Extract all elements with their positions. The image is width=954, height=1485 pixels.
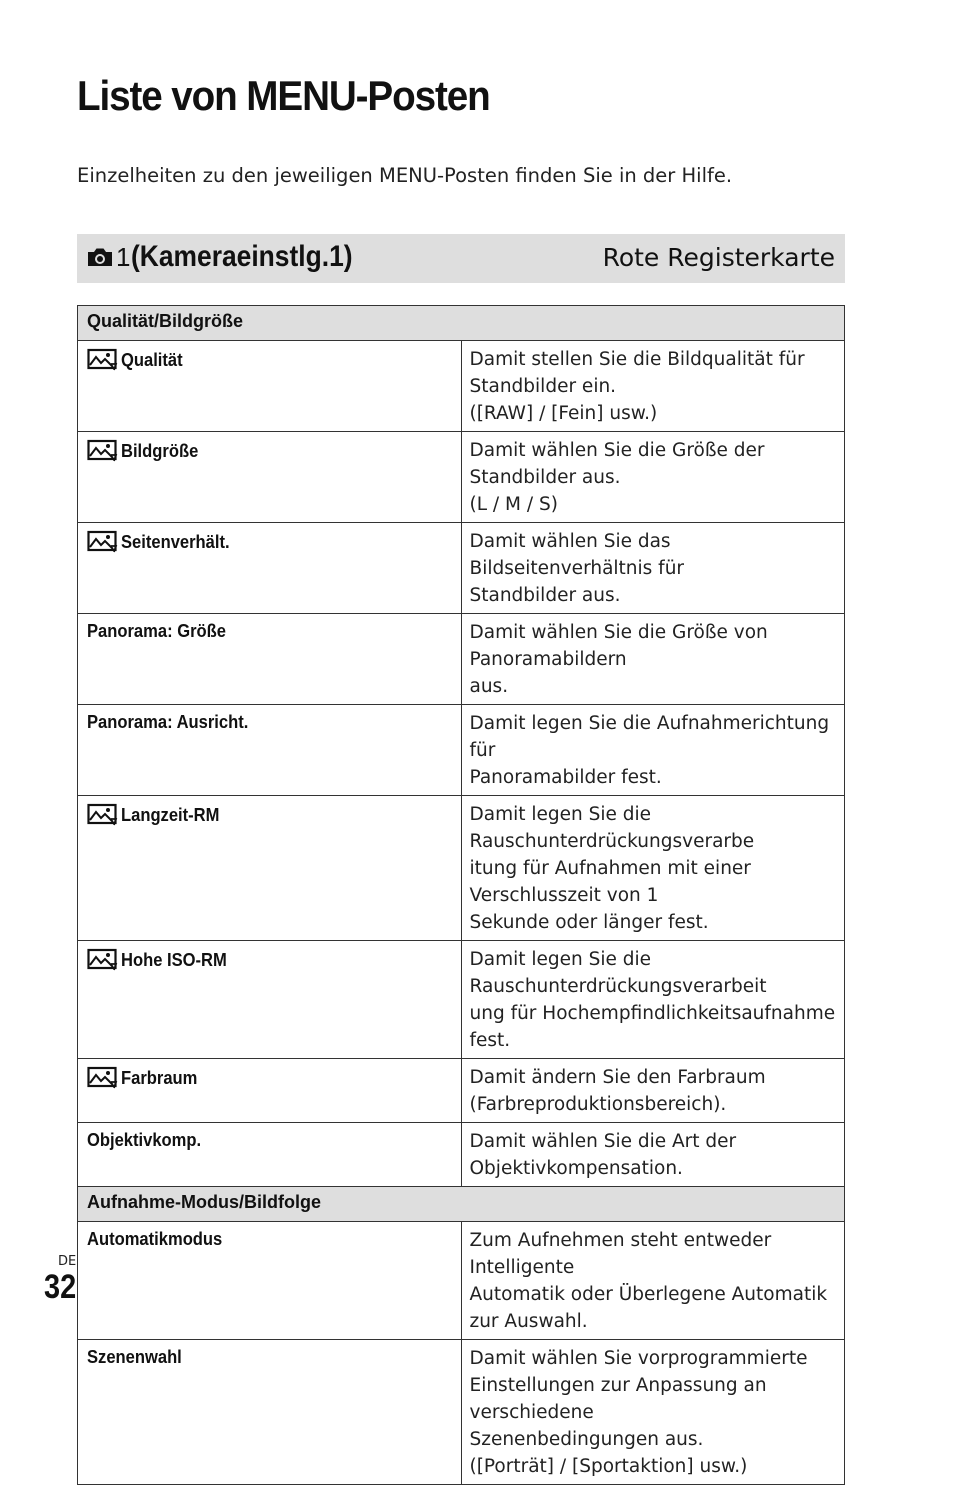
intro-text: Einzelheiten zu den jeweiligen MENU-Posten finden Sie in der Hilfe. [77,164,733,187]
menu-item-label [87,712,262,733]
description-line: Damit wählen Sie das Bildseitenverhältnis für [469,531,685,579]
menu-item-name [78,1340,462,1485]
description-line: Sekunde oder länger fest. [469,912,709,933]
menu-item-text: Seitenverhält. [121,531,230,552]
menu-item-text: Objektivkomp. [87,1130,202,1150]
menu-item-label [87,1066,204,1090]
description-line: Damit wählen Sie die Größe von Panoramabildern [469,622,768,670]
description-line: ([RAW] / [Fein] usw.) [469,403,658,424]
menu-item-description [461,1123,845,1187]
menu-item-name [78,432,462,523]
description-line: Automatik oder Überlegene Automatik zur Auswahl. [469,1284,828,1332]
description-line: aus. [469,676,509,697]
menu-item-name [78,705,462,796]
description-line: itung für Aufnahmen mit einer Verschlusszeit von 1 [469,858,751,906]
description-line: Damit legen Sie die Rauschunterdrückungsverarbeit [469,949,767,997]
description-line: Panoramabilder fest. [469,767,662,788]
menu-item-name [78,941,462,1059]
menu-item-text: Panorama: Größe [87,621,226,641]
still-image-icon [87,803,118,827]
menu-item-description [461,523,845,614]
menu-item-description [461,796,845,941]
menu-item-label [87,1229,234,1250]
group-title: Aufnahme-Modus/Bildfolge [78,1187,845,1222]
still-image-icon [87,1066,118,1090]
menu-item-description [461,341,845,432]
menu-item-description [461,705,845,796]
menu-item-label [87,1347,190,1368]
menu-item-name [78,523,462,614]
still-image-icon [87,439,118,463]
group-title: Qualität/Bildgröße [78,306,845,341]
menu-item-name [78,1222,462,1340]
menu-item-text: Qualität [121,349,183,370]
group-row [78,306,845,341]
menu-item-description [461,941,845,1059]
still-image-icon [87,348,118,372]
description-line: Standbilder aus. [469,585,621,606]
menu-table [77,305,845,1485]
description-line: Damit legen Sie die Rauschunterdrückungsverarbe [469,804,755,852]
description-line: Zum Aufnehmen steht entweder Intelligente [469,1230,772,1278]
table-row [78,341,845,432]
table-row [78,1059,845,1123]
description-line: Damit ändern Sie den Farbraum [469,1067,766,1088]
table-row [78,614,845,705]
table-row [78,1123,845,1187]
menu-item-description [461,432,845,523]
table-row [78,941,845,1059]
section-name: (Kameraeinstlg.1) [131,240,354,273]
menu-item-text: Langzeit-RM [121,804,220,825]
section-number: 1 [116,241,131,272]
table-row [78,1340,845,1485]
menu-item-description [461,1340,845,1485]
description-line: Szenenbedingungen aus. [469,1429,704,1450]
description-line: (Farbreproduktionsbereich). [469,1094,727,1115]
table-row [78,523,845,614]
description-line: (L / M / S) [469,494,558,515]
menu-item-label [87,439,205,463]
menu-item-label [87,1130,211,1151]
table-row [78,1222,845,1340]
description-line: ([Porträt] / [Sportaktion] usw.) [469,1456,748,1477]
menu-item-name [78,341,462,432]
menu-item-text: Panorama: Ausricht. [87,712,249,732]
menu-item-name [78,1123,462,1187]
menu-item-text: Bildgröße [121,440,199,461]
section-title [86,240,383,274]
menu-item-description [461,1222,845,1340]
menu-item-name [78,796,462,941]
menu-item-name [78,614,462,705]
still-image-icon [87,948,118,972]
description-line: ung für Hochempfindlichkeitsaufnahme fest. [469,1003,836,1051]
menu-item-label [87,348,188,372]
description-line: Damit legen Sie die Aufnahmerichtung für [469,713,830,761]
menu-item-text: Szenenwahl [87,1347,182,1367]
description-line: Damit wählen Sie vorprogrammierte [469,1348,808,1369]
description-line: Damit wählen Sie die Art der Objektivkompensation. [469,1131,737,1179]
table-row [78,432,845,523]
description-line: Damit wählen Sie die Größe der Standbilder aus. [469,440,765,488]
menu-item-text: Farbraum [121,1067,198,1088]
table-row [78,705,845,796]
still-image-icon [87,530,118,554]
menu-item-label [87,530,239,554]
menu-item-label [87,621,238,642]
menu-item-description [461,614,845,705]
table-row [78,796,845,941]
page-language: DE [58,1254,77,1269]
page-number: 32 [44,1268,77,1306]
description-line: Damit stellen Sie die Bildqualität für Standbilder ein. [469,349,805,397]
camera-icon [86,245,114,269]
menu-item-label [87,948,236,972]
menu-item-text: Automatikmodus [87,1229,223,1249]
page-title: Liste von MENU-Posten [77,72,490,119]
tab-label: Rote Registerkarte [602,243,835,272]
menu-item-name [78,1059,462,1123]
description-line: Einstellungen zur Anpassung an verschiedene [469,1375,767,1423]
group-row [78,1187,845,1222]
menu-item-text: Hohe ISO-RM [121,949,227,970]
menu-item-description [461,1059,845,1123]
section-header [77,234,845,283]
menu-item-label [87,803,228,827]
